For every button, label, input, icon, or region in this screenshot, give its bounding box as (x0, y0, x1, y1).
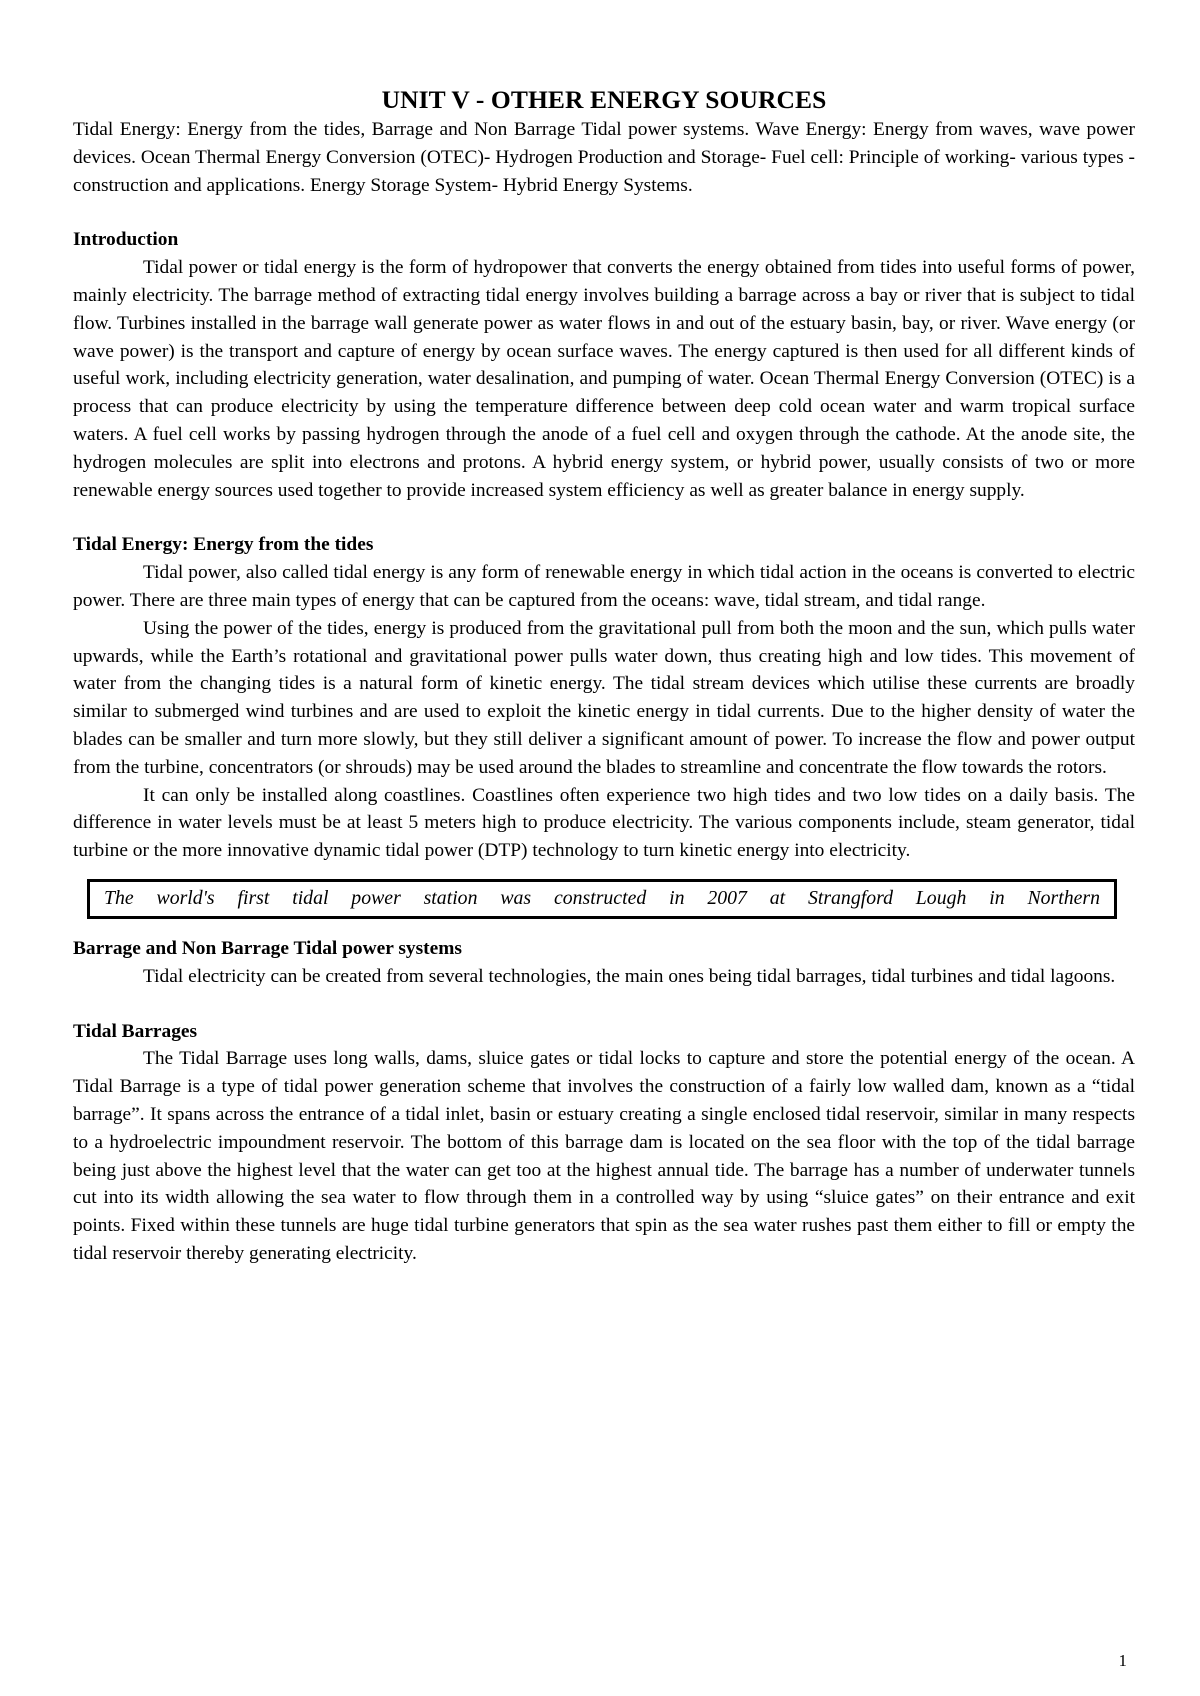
tidal-energy-heading: Tidal Energy: Energy from the tides (73, 534, 374, 556)
tidal-barrages-heading: Tidal Barrages (73, 1020, 198, 1042)
document-page (73, 84, 1135, 1268)
tidal-energy-paragraph-3: It can only be installed along coastlines. Coastlines often experience two high tides and two low tides on a daily basis. The difference in water levels must be at least 5 meters high to produce electricity. The various components include, steam generator, tidal turbine or the more innovative dynamic tidal power (DTP) technology to turn kinetic energy into electricity. (73, 784, 1135, 862)
callout-box (87, 879, 1117, 919)
introduction-paragraph: Tidal power or tidal energy is the form of hydropower that converts the energy obtained from tides into useful forms of power, mainly electricity. The barrage method of extracting tidal energy involves building a barrage across a bay or river that is subject to tidal flow. Turbines installed in the barrage wall generate power as water flows in and out of the estuary basin, bay, or river. Wave energy (or wave power) is the transport and capture of energy by ocean surface waves. The energy captured is then used for all different kinds of useful work, including electricity generation, water desalination, and pumping of water. Ocean Thermal Energy Conversion (OTEC) is a process that can produce electricity by using the temperature difference between deep cold ocean water and warm tropical surface waters. A fuel cell works by passing hydrogen through the anode of a fuel cell and oxygen through the cathode. At the anode site, the hydrogen molecules are split into electrons and protons. A hybrid energy system, or hybrid power, usually consists of two or more renewable energy sources used together to provide increased system efficiency as well as greater balance in energy supply. (73, 257, 1135, 501)
tidal-energy-paragraph-2: Using the power of the tides, energy is produced from the gravitational pull from both the moon and the sun, which pulls water upwards, while the Earth’s rotational and gravitational power pulls water down, thus creating high and low tides. This movement of water from the changing tides is a natural form of kinetic energy. The tidal stream devices which utilise these currents are broadly similar to submerged wind turbines and are used to exploit the kinetic energy in tidal currents. Due to the higher density of water the blades can be smaller and turn more slowly, but they still deliver a significant amount of power. To increase the flow and power output from the turbine, concentrators (or shrouds) may be used around the blades to streamline and concentrate the flow towards the rotors. (73, 617, 1135, 778)
tidal-energy-paragraph-1: Tidal power, also called tidal energy is any form of renewable energy in which tidal action in the oceans is converted to electric power. There are three main types of energy that can be captured from the oceans: wave, tidal stream, and tidal range. (73, 562, 1135, 611)
tidal-barrages-paragraph: The Tidal Barrage uses long walls, dams, sluice gates or tidal locks to capture and store the potential energy of the ocean. A Tidal Barrage is a type of tidal power generation scheme that involves the construction of a fairly low walled dam, known as a “tidal barrage”. It spans across the entrance of a tidal inlet, basin or estuary creating a single enclosed tidal reservoir, similar in many respects to a hydroelectric impoundment reservoir. The bottom of this barrage dam is located on the sea floor with the top of the tidal barrage being just above the highest level that the water can get too at the highest annual tide. The barrage has a number of underwater tunnels cut into its width allowing the sea water to flow through them in a controlled way by using “sluice gates” on their entrance and exit points. Fixed within these tunnels are huge tidal turbine generators that spin as the sea water rushes past them either to fill or empty the tidal reservoir thereby generating electricity. (73, 1048, 1135, 1264)
introduction-heading: Introduction (73, 229, 179, 251)
barrage-systems-heading: Barrage and Non Barrage Tidal power systems (73, 937, 462, 959)
barrage-systems-paragraph: Tidal electricity can be created from several technologies, the main ones being tidal barrages, tidal turbines and tidal lagoons. (143, 965, 1116, 987)
spacer (73, 199, 1135, 226)
page-number: 1 (1118, 1651, 1127, 1670)
page-title: UNIT V - OTHER ENERGY SOURCES (381, 85, 827, 114)
spacer (73, 504, 1135, 531)
callout-text: The world's first tidal power station was constructed in 2007 at Strangford Lough in Northern (104, 887, 1100, 910)
spacer (73, 919, 1135, 935)
syllabus-paragraph: Tidal Energy: Energy from the tides, Barrage and Non Barrage Tidal power systems. Wave Energy: Energy from waves, wave power devices. Ocean Thermal Energy Conversion (OTEC)- Hydrogen Production and Storage- Fuel cell: Principle of working- various types - construction and applications. Energy Storage System- Hybrid Energy Systems. (73, 119, 1135, 196)
spacer (73, 991, 1135, 1018)
